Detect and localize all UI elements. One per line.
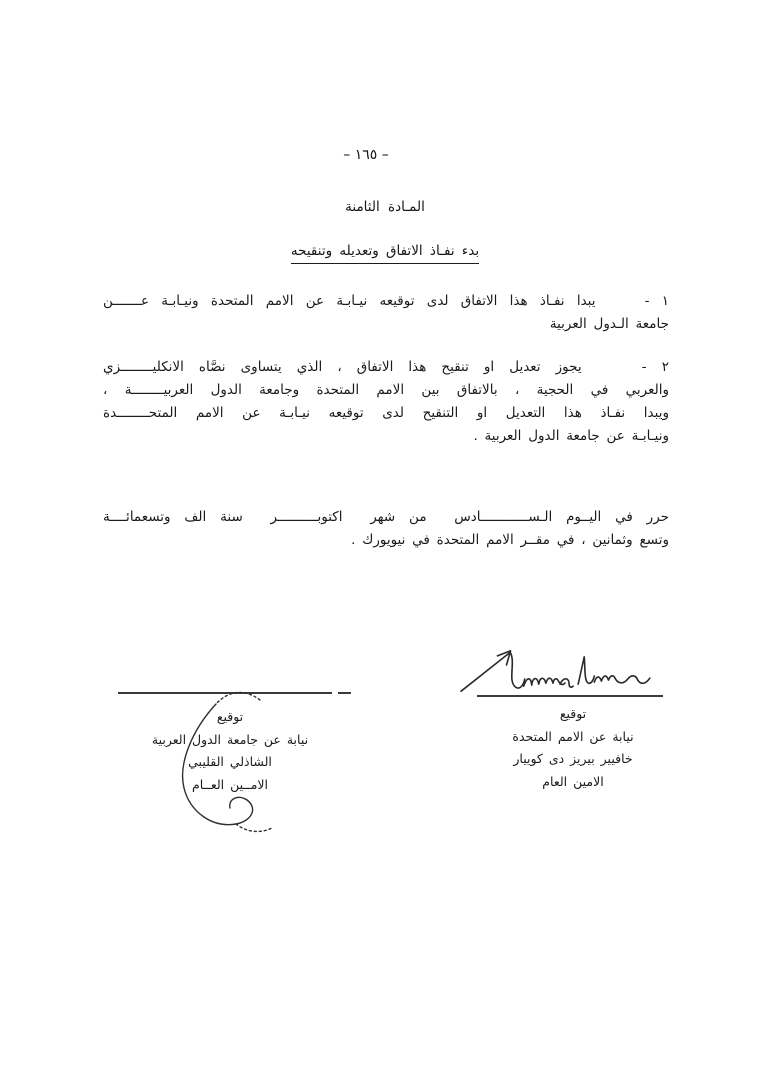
closing-line-2: وتسع وثمانين ، في مقــر الامم المتحدة في نيويورك . [351, 532, 669, 548]
paragraph-2-line-2: والعربي في الحجية ، بالاتفاق بين الامم المتحدة وجامعة الدول العربيــــــــة ، [103, 382, 669, 398]
paragraph-2-line-1: ٢ - يجوز تعديل او تنقيح هذا الاتفاق ، الذي يتساوى نصَّاه الانكليــــــــزي [103, 359, 669, 375]
closing-paragraph [103, 506, 669, 552]
un-signature-handwriting [453, 644, 665, 698]
un-signature-block [478, 703, 668, 793]
un-on-behalf: نيابة عن الامم المتحدة [512, 728, 634, 744]
paragraph-1-line-1: ١ - يبدا نفـاذ هذا الاتفاق لدى توقيعه نيـابـة عن الامم المتحدة ونيـابـة عـــــــن [103, 293, 669, 309]
arab-league-signature-label: توقيع [216, 709, 244, 724]
arab-league-signature-handwriting [148, 686, 288, 846]
article-title: المـادة الثامنة [345, 199, 425, 215]
article-body [103, 290, 669, 552]
paragraph-2 [103, 356, 669, 448]
un-signature-line [477, 695, 663, 697]
un-signatory-title: الامين العام [542, 773, 604, 789]
paragraph-2-line-4: ونيـابـة عن جامعة الدول العربية . [473, 428, 669, 444]
un-signatory-name: خافيير بيريز دى كوييار [513, 751, 633, 766]
article-subtitle: بدء نفـاذ الاتفاق وتعديله وتنقيحه [291, 243, 479, 264]
paragraph-1-line-2: جامعة الـدول العربية [549, 316, 669, 332]
paragraph-1 [103, 290, 669, 336]
closing-line-1: حرر في اليــوم الـســــــــــــادس من شهر اكتوبــــــــــر سنة الف وتسعمائــــة [103, 509, 669, 525]
paragraph-2-line-3: ويبدا نفـاذ هذا التعديل او التنقيح لدى توقيعه نيـابـة عن الامم المتحــــــــدة [103, 405, 669, 421]
page-number: – ١٦٥ – [343, 147, 389, 163]
arab-league-signature-line-dash [338, 692, 351, 694]
un-signature-label: توقيع [559, 706, 587, 721]
arab-league-signatory-name: الشاذلي القليبي [188, 754, 272, 769]
arab-league-on-behalf: نيابة عن جامعة الدول العربية [151, 731, 309, 747]
article-subtitle-wrap [0, 240, 770, 264]
arab-league-signatory-title: الامــين العــام [191, 776, 269, 792]
